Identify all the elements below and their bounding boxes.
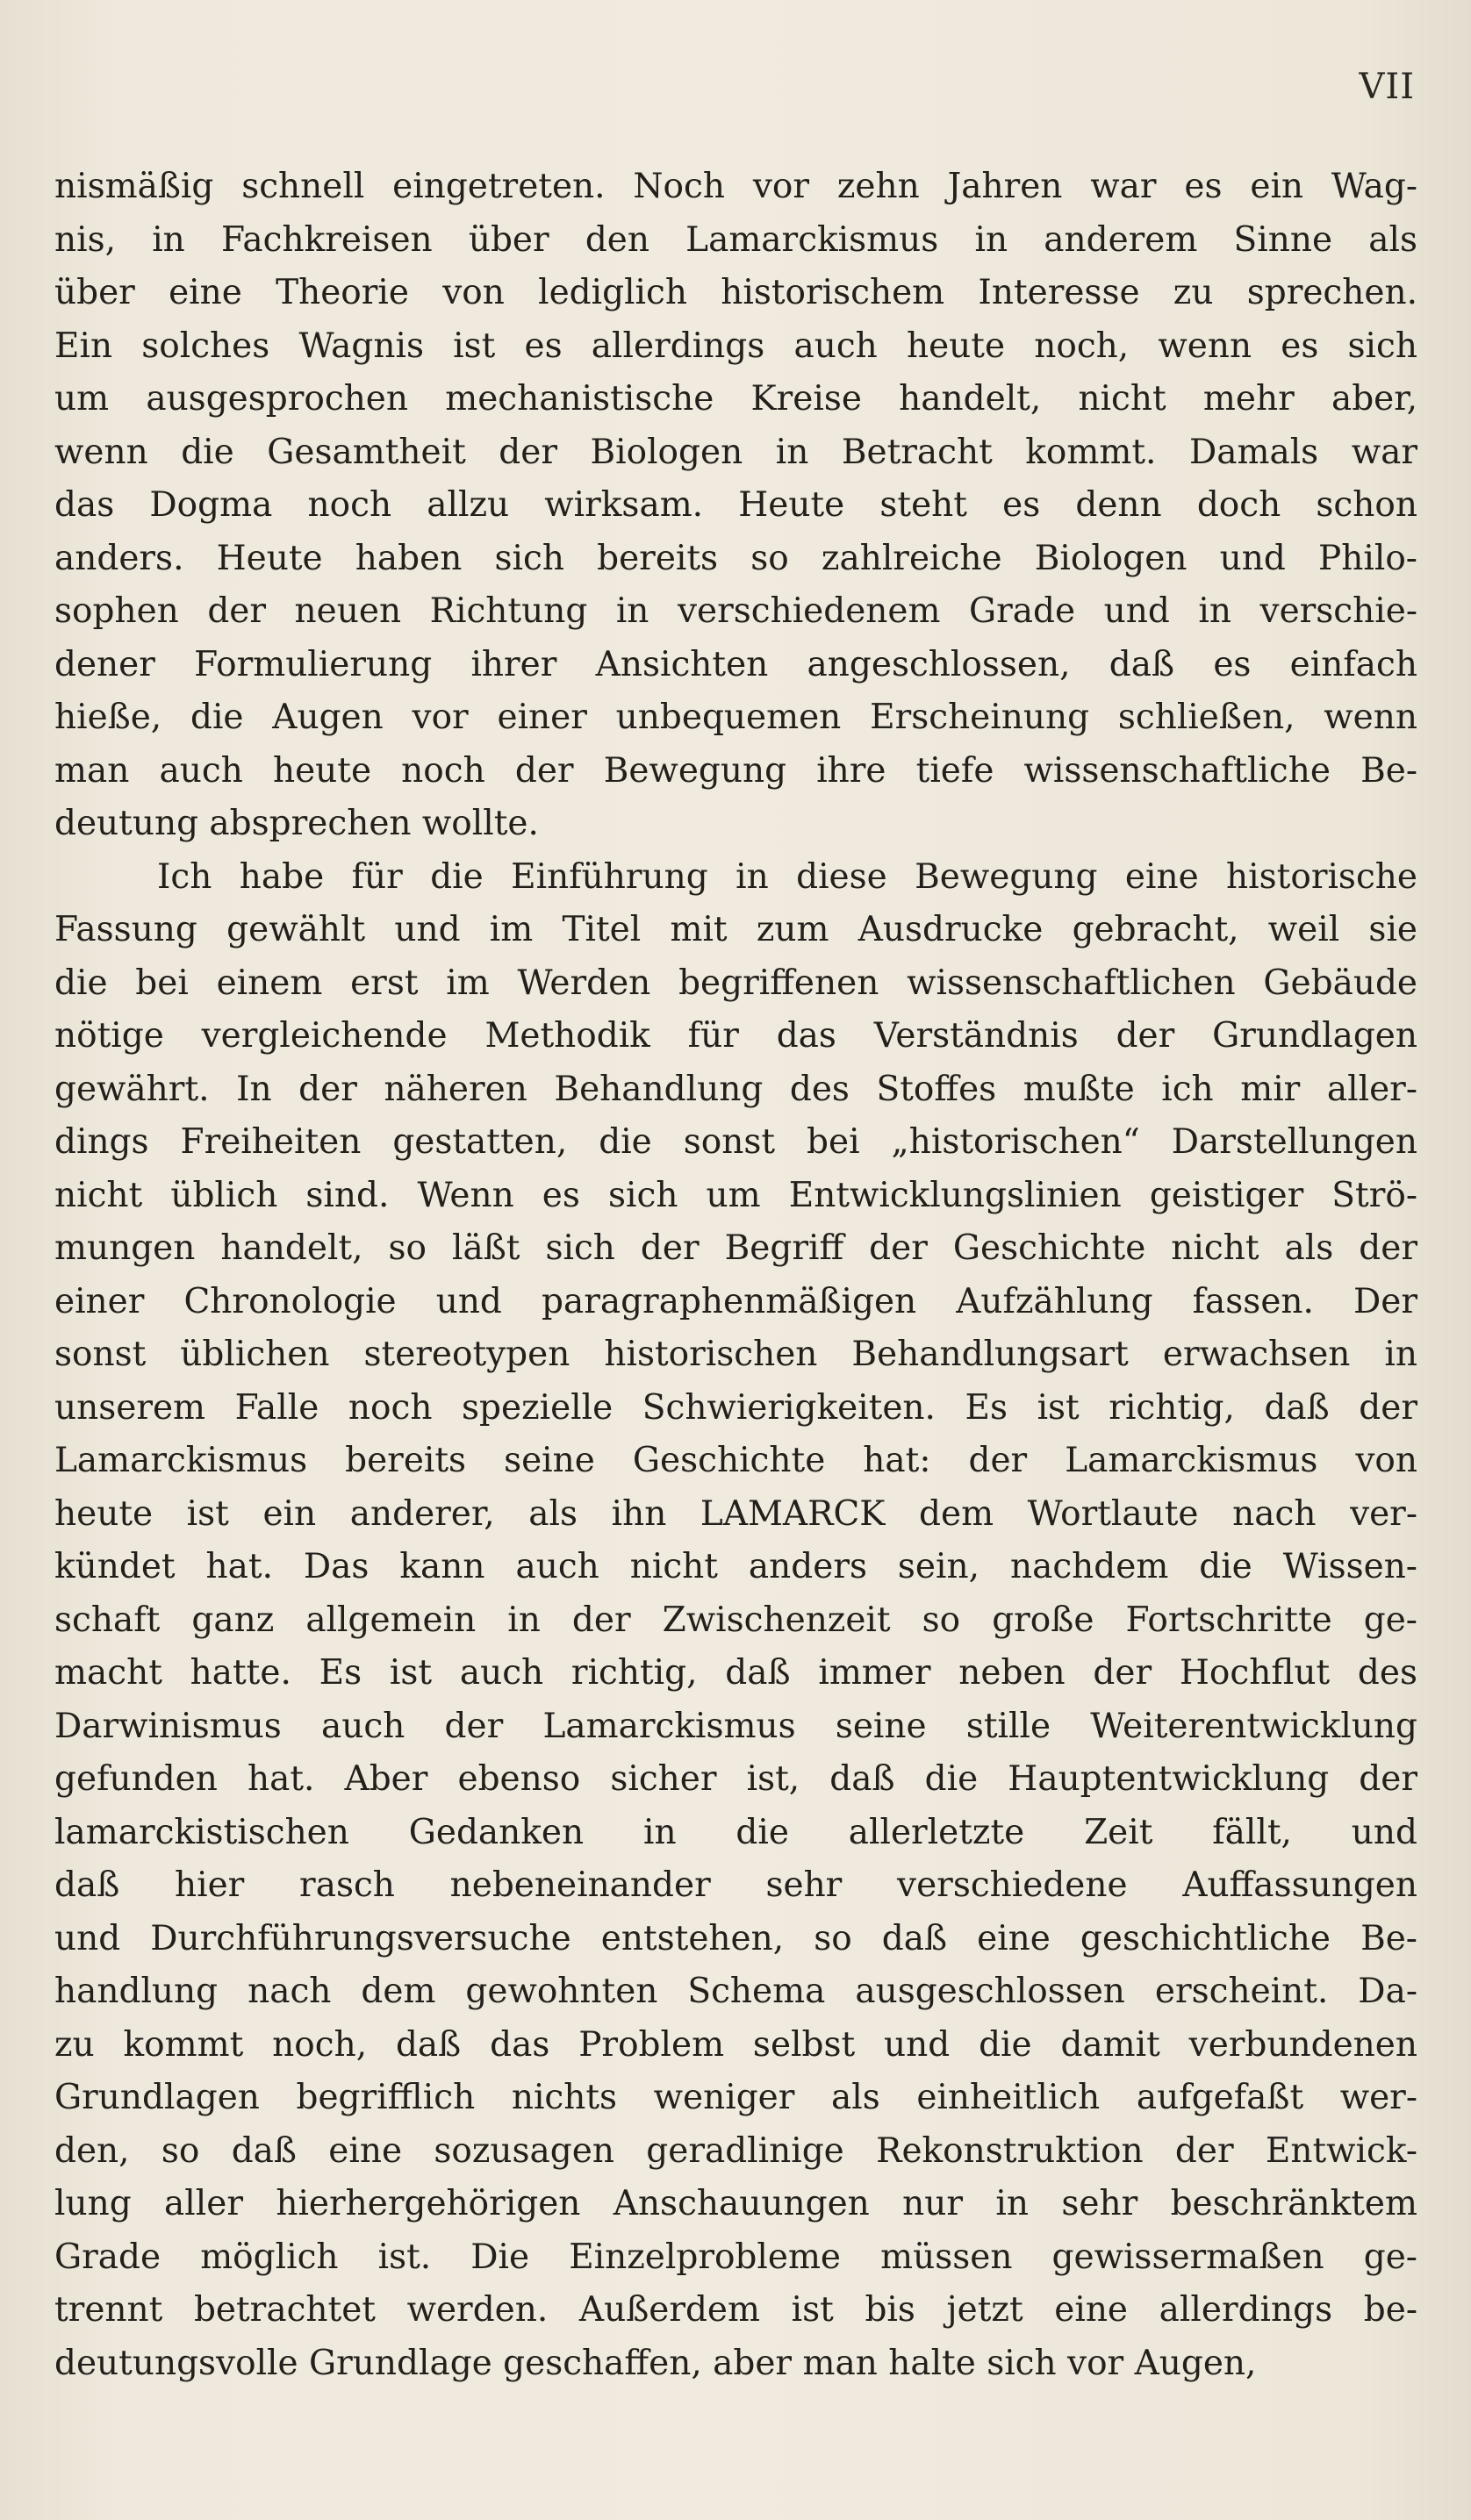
text-line: die bei einem erst im Werden begriffenen wissenschaftlichen Gebäude xyxy=(54,963,1417,1003)
text-line: sonst üblichen stereotypen historischen Behandlungsart erwachsen in xyxy=(54,1335,1417,1374)
text-line: nötige vergleichende Methodik für das Verständnis der Grundlagen xyxy=(54,1016,1417,1056)
text-line: hieße, die Augen vor einer unbequemen Erscheinung schließen, wenn xyxy=(54,698,1417,737)
text-line: Fassung gewählt und im Titel mit zum Ausdrucke gebracht, weil sie xyxy=(54,910,1417,949)
text-line: Ich habe für die Einführung in diese Bewegung eine historische xyxy=(157,856,1417,897)
text-line: trennt betrachtet werden. Außerdem ist bis jetzt eine allerdings be- xyxy=(54,2290,1417,2330)
text-line: wenn die Gesamtheit der Biologen in Betracht kommt. Damals war xyxy=(54,432,1417,472)
text-line: anders. Heute haben sich bereits so zahlreiche Biologen und Philo- xyxy=(54,538,1417,578)
text-line: Darwinismus auch der Lamarckismus seine stille Weiterentwicklung xyxy=(54,1706,1417,1746)
text-line: zu kommt noch, daß das Problem selbst und die damit verbundenen xyxy=(54,2024,1417,2065)
text-line: einer Chronologie und paragraphenmäßigen Aufzählung fassen. Der xyxy=(54,1281,1417,1321)
text-line: dings Freiheiten gestatten, die sonst bei „historischen“ Darstellungen xyxy=(54,1122,1417,1162)
text-line: unserem Falle noch spezielle Schwierigkeiten. Es ist richtig, daß der xyxy=(54,1387,1417,1428)
text-line: daß hier rasch nebeneinander sehr verschiedene Auffassungen xyxy=(54,1865,1417,1905)
text-line: dener Formulierung ihrer Ansichten angeschlossen, daß es einfach xyxy=(54,644,1417,684)
text-line: den, so daß eine sozusagen geradlinige Rekonstruktion der Entwick- xyxy=(54,2130,1417,2171)
text-line: lamarckistischen Gedanken in die allerletzte Zeit fällt, und xyxy=(54,1812,1417,1852)
text-line: heute ist ein anderer, als ihn LAMARCK dem Wortlaute nach ver- xyxy=(54,1493,1417,1534)
text-line: um ausgesprochen mechanistische Kreise handelt, nicht mehr aber, xyxy=(54,379,1417,419)
text-line: man auch heute noch der Bewegung ihre tiefe wissenschaftliche Be- xyxy=(54,750,1417,791)
text-line: gewährt. In der näheren Behandlung des Stoffes mußte ich mir aller- xyxy=(54,1069,1417,1109)
text-line: mungen handelt, so läßt sich der Begriff der Geschichte nicht als der xyxy=(54,1228,1417,1268)
text-line: kündet hat. Das kann auch nicht anders sein, nachdem die Wissen- xyxy=(54,1547,1417,1586)
text-line: das Dogma noch allzu wirksam. Heute steht es denn doch schon xyxy=(54,485,1417,525)
text-line: über eine Theorie von lediglich historischem Interesse zu sprechen. xyxy=(54,273,1417,312)
body-text xyxy=(54,161,1417,2390)
text-line: gefunden hat. Aber ebenso sicher ist, daß die Hauptentwicklung der xyxy=(54,1759,1417,1799)
text-line: schaft ganz allgemein in der Zwischenzeit so große Fortschritte ge- xyxy=(54,1600,1417,1640)
text-line: handlung nach dem gewohnten Schema ausgeschlossen erscheint. Da- xyxy=(54,1972,1417,2011)
text-line: sophen der neuen Richtung in verschiedenem Grade und in verschie- xyxy=(54,591,1417,631)
text-line: Ein solches Wagnis ist es allerdings auch heute noch, wenn es sich xyxy=(54,326,1417,366)
text-line: nis, in Fachkreisen über den Lamarckismus in anderem Sinne als xyxy=(54,219,1417,260)
text-line: deutung absprechen wollte. xyxy=(54,804,539,843)
text-line: Lamarckismus bereits seine Geschichte hat: der Lamarckismus von xyxy=(54,1441,1417,1480)
text-line: deutungsvolle Grundlage geschaffen, aber man halte sich vor Augen, xyxy=(54,2343,1257,2383)
page-number: VII xyxy=(1359,67,1415,107)
text-line: und Durchführungsversuche entstehen, so daß eine geschichtliche Be- xyxy=(54,1918,1417,1958)
text-line: nismäßig schnell eingetreten. Noch vor zehn Jahren war es ein Wag- xyxy=(54,167,1417,206)
text-line: lung aller hierhergehörigen Anschauungen nur in sehr beschränktem xyxy=(54,2184,1417,2223)
text-line: Grundlagen begrifflich nichts weniger als einheitlich aufgefaßt wer- xyxy=(54,2078,1417,2117)
text-line: nicht üblich sind. Wenn es sich um Entwicklungslinien geistiger Strö- xyxy=(54,1175,1417,1215)
text-line: macht hatte. Es ist auch richtig, daß immer neben der Hochflut des xyxy=(54,1653,1417,1693)
text-line: Grade möglich ist. Die Einzelprobleme müssen gewissermaßen ge- xyxy=(54,2237,1417,2277)
